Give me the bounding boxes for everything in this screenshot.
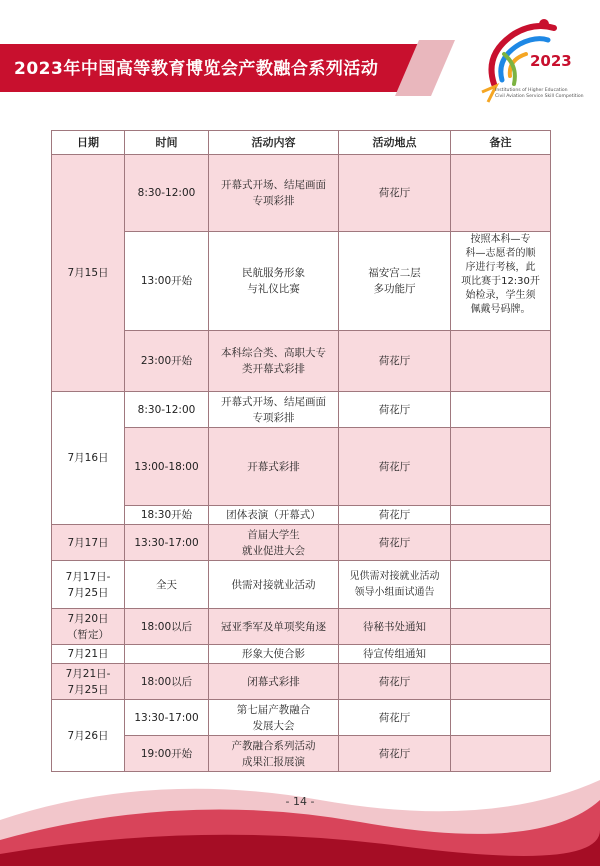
note-cell: 按照本科—专 科—志愿者的顺 序进行考核，此 项比赛于12:30开 始检录，学生须 佩戴号码牌。 [451,232,551,331]
time-cell: 19:00开始 [125,736,209,772]
table-row [52,645,551,664]
time-cell: 8:30-12:00 [125,392,209,428]
note-cell [451,155,551,232]
table-row [52,392,551,428]
date-cell: 7月16日 [52,392,125,525]
content-cell: 冠亚季军及单项奖角逐 [209,609,339,645]
content-cell: 产教融合系列活动 成果汇报展演 [209,736,339,772]
table-row [52,561,551,609]
content-cell: 供需对接就业活动 [209,561,339,609]
date-cell: 7月15日 [52,155,125,392]
place-cell: 待秘书处通知 [339,609,451,645]
page-header [0,0,600,120]
content-cell: 第七届产教融合 发展大会 [209,700,339,736]
content-cell: 闭幕式彩排 [209,664,339,700]
date-cell: 7月17日 [52,525,125,561]
time-cell: 13:30-17:00 [125,700,209,736]
table-row [52,700,551,736]
content-cell: 本科综合类、高职大专 类开幕式彩排 [209,331,339,392]
schedule-table [51,130,551,772]
note-cell [451,561,551,609]
date-cell: 7月21日 [52,645,125,664]
table-row [52,331,551,392]
page-number: - 14 - [285,795,315,808]
place-cell: 待宣传组通知 [339,645,451,664]
header-note: 备注 [451,131,551,155]
table-row [52,506,551,525]
footer-wave-decoration [0,760,600,866]
place-cell: 荷花厅 [339,331,451,392]
logo-year: 2023 [530,52,572,70]
content-cell: 开幕式彩排 [209,428,339,506]
note-cell [451,331,551,392]
content-cell: 团体表演（开幕式） [209,506,339,525]
table-header-row [52,131,551,155]
content-cell: 开幕式开场、结尾画面 专项彩排 [209,392,339,428]
header-date: 日期 [52,131,125,155]
page-title: 2023年中国高等教育博览会产教融合系列活动 [14,59,379,79]
place-cell: 见供需对接就业活动 领导小组面试通告 [339,561,451,609]
date-cell: 7月26日 [52,700,125,772]
time-cell: 18:00以后 [125,664,209,700]
note-cell [451,645,551,664]
place-cell: 福安宫二层 多功能厅 [339,232,451,331]
date-cell: 7月17日- 7月25日 [52,561,125,609]
table-row [52,232,551,331]
content-cell: 首届大学生 就业促进大会 [209,525,339,561]
time-cell [125,645,209,664]
content-cell: 开幕式开场、结尾画面 专项彩排 [209,155,339,232]
note-cell [451,428,551,506]
time-cell: 全天 [125,561,209,609]
logo-caption: Institutions of Higher Education Civil Aviation Service Skill Competition [495,88,584,99]
place-cell: 荷花厅 [339,506,451,525]
header-place: 活动地点 [339,131,451,155]
time-cell: 18:30开始 [125,506,209,525]
header-content: 活动内容 [209,131,339,155]
note-cell [451,609,551,645]
time-cell: 13:00开始 [125,232,209,331]
place-cell: 荷花厅 [339,525,451,561]
content-cell: 民航服务形象 与礼仪比赛 [209,232,339,331]
note-cell [451,525,551,561]
time-cell: 13:00-18:00 [125,428,209,506]
place-cell: 荷花厅 [339,664,451,700]
place-cell: 荷花厅 [339,392,451,428]
table-row [52,609,551,645]
note-cell [451,392,551,428]
table-row [52,428,551,506]
table-row [52,155,551,232]
table-row [52,525,551,561]
time-cell: 8:30-12:00 [125,155,209,232]
place-cell: 荷花厅 [339,700,451,736]
header-time: 时间 [125,131,209,155]
place-cell: 荷花厅 [339,428,451,506]
note-cell [451,506,551,525]
time-cell: 13:30-17:00 [125,525,209,561]
place-cell: 荷花厅 [339,155,451,232]
table-row [52,664,551,700]
date-cell: 7月20日 （暂定） [52,609,125,645]
date-cell: 7月21日- 7月25日 [52,664,125,700]
note-cell [451,664,551,700]
place-cell: 荷花厅 [339,736,451,772]
time-cell: 18:00以后 [125,609,209,645]
note-cell [451,700,551,736]
content-cell: 形象大使合影 [209,645,339,664]
time-cell: 23:00开始 [125,331,209,392]
